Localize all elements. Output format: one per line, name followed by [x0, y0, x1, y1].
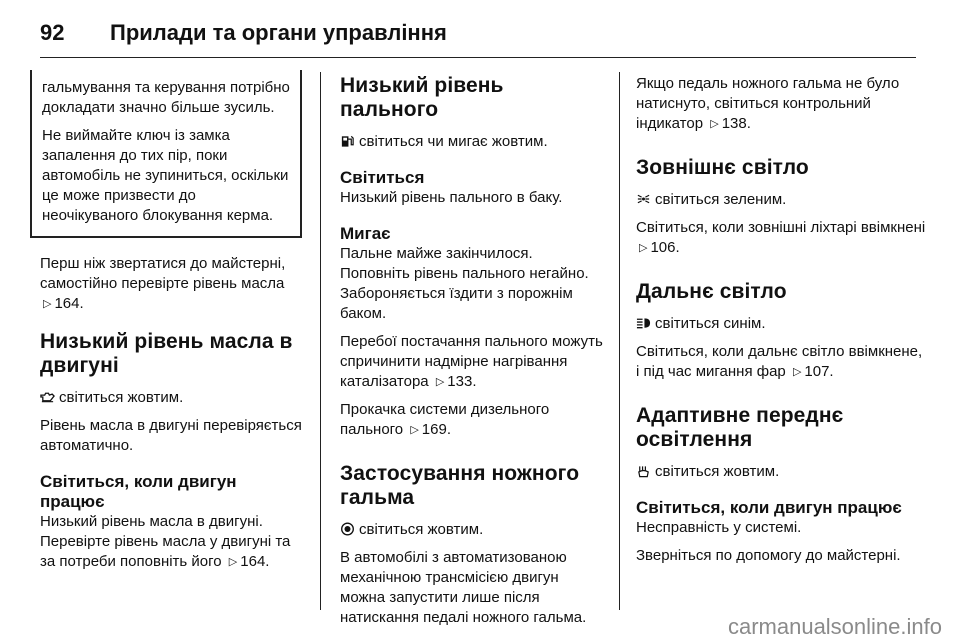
exterior-light-text: Світиться, коли зовнішні ліхтарі ввімкнені ▷ 106. — [636, 219, 926, 256]
high-beam-text: Світиться, коли дальнє світло ввімкнене, і під час мигання фар ▷ 107. — [636, 343, 923, 380]
column-divider-2 — [619, 72, 620, 610]
adaptive-fault-text: Несправність у системі. — [636, 519, 802, 536]
page-header — [40, 18, 447, 48]
fuel-level-heading: Низький рівень пального — [340, 74, 504, 121]
watermark: carmanualsonline.info — [727, 614, 942, 639]
exterior-light-status: світиться зеленим. — [636, 190, 926, 210]
exterior-light-heading: Зовнішнє світло — [636, 156, 809, 179]
adaptive-headlight-icon — [636, 464, 651, 478]
page-reference[interactable]: 164. — [54, 295, 84, 312]
intro-paragraph: Перш ніж звертатися до майстерні, самостійно перевірте рівень масла ▷ 164. — [40, 255, 286, 312]
fuel-flash-text-1: Пальне майже закінчилося. Поповніть рівень пального негайно. Забороняється їздити з порожнім баком. — [340, 245, 589, 322]
oil-engine-running-heading: Світиться, коли двигун працює — [40, 472, 237, 511]
adaptive-light-heading: Адаптивне переднє освітлення — [636, 404, 844, 451]
fuel-flash-text-3: Прокачка системи дизельного пального ▷ 169. — [340, 401, 550, 438]
warning-box — [30, 70, 302, 238]
high-beam-icon — [636, 316, 651, 330]
reference-arrow-icon: ▷ — [43, 298, 52, 310]
fuel-flash-heading: Мигає — [340, 224, 391, 243]
warning-text-2: Не виймайте ключ із замка запалення до тих пір, поки автомобіль не зупиниться, оскільки це може призвести до неочікуваного блокування керма. — [42, 127, 289, 224]
reference-arrow-icon: ▷ — [710, 118, 719, 130]
high-beam-heading: Дальнє світло — [636, 280, 787, 303]
warning-text-1: гальмування та керування потрібно докладати значно більше зусиль. — [42, 79, 290, 116]
column-2 — [340, 74, 606, 636]
oil-level-heading: Низький рівень масла в двигуні — [40, 330, 293, 377]
page-reference[interactable]: 133. — [447, 373, 477, 390]
reference-arrow-icon: ▷ — [639, 242, 648, 254]
page-reference[interactable]: 169. — [421, 421, 451, 438]
brake-status: світиться жовтим. — [340, 520, 606, 540]
column-3 — [636, 74, 926, 574]
fuel-pump-icon — [340, 134, 355, 148]
page-reference[interactable]: 107. — [804, 363, 834, 380]
oil-level-status: світиться жовтим. — [40, 388, 302, 408]
brake-pedal-icon — [340, 522, 355, 536]
column-divider-1 — [320, 72, 321, 610]
oil-level-text: Рівень масла в двигуні перевіряється автоматично. — [40, 417, 302, 454]
fuel-lit-heading: Світиться — [340, 168, 425, 187]
adaptive-workshop-text: Зверніться по допомогу до майстерні. — [636, 547, 901, 564]
header-divider — [40, 57, 916, 58]
page-reference[interactable]: 106. — [650, 239, 680, 256]
fuel-level-status: світиться чи мигає жовтим. — [340, 132, 606, 152]
page-number: 92 — [40, 20, 65, 45]
page-title: Прилади та органи управління — [110, 20, 447, 45]
brake-text-2: Якщо педаль ножного гальма не було натиснуто, світиться контрольний індикатор ▷ 138. — [636, 75, 900, 132]
fuel-flash-text-2: Перебої постачання пального можуть спричинити надмірне нагрівання каталізатора ▷ 133. — [340, 333, 603, 390]
adaptive-engine-running-heading: Світиться, коли двигун працює — [636, 498, 902, 517]
fuel-lit-text: Низький рівень пального в баку. — [340, 189, 563, 206]
page-reference[interactable]: 138. — [721, 115, 751, 132]
high-beam-status: світиться синім. — [636, 314, 926, 334]
exterior-light-icon — [636, 192, 651, 206]
reference-arrow-icon: ▷ — [410, 424, 419, 436]
reference-arrow-icon: ▷ — [435, 376, 445, 388]
reference-arrow-icon: ▷ — [228, 556, 238, 568]
oil-engine-running-text: Низький рівень масла в двигуні. Перевірте рівень масла у двигуні та за потреби поповніть його ▷ 164. — [40, 513, 291, 570]
column-1 — [40, 70, 302, 580]
page-reference[interactable]: 164. — [240, 553, 270, 570]
brake-text: В автомобілі з автоматизованою механічною трансмісією двигун можна запустити лише після натискання педалі ножного гальма. — [340, 549, 587, 626]
adaptive-light-status: світиться жовтим. — [636, 462, 926, 482]
brake-heading: Застосування ножного гальма — [340, 462, 580, 509]
reference-arrow-icon: ▷ — [792, 366, 802, 378]
oil-can-icon — [40, 390, 55, 404]
